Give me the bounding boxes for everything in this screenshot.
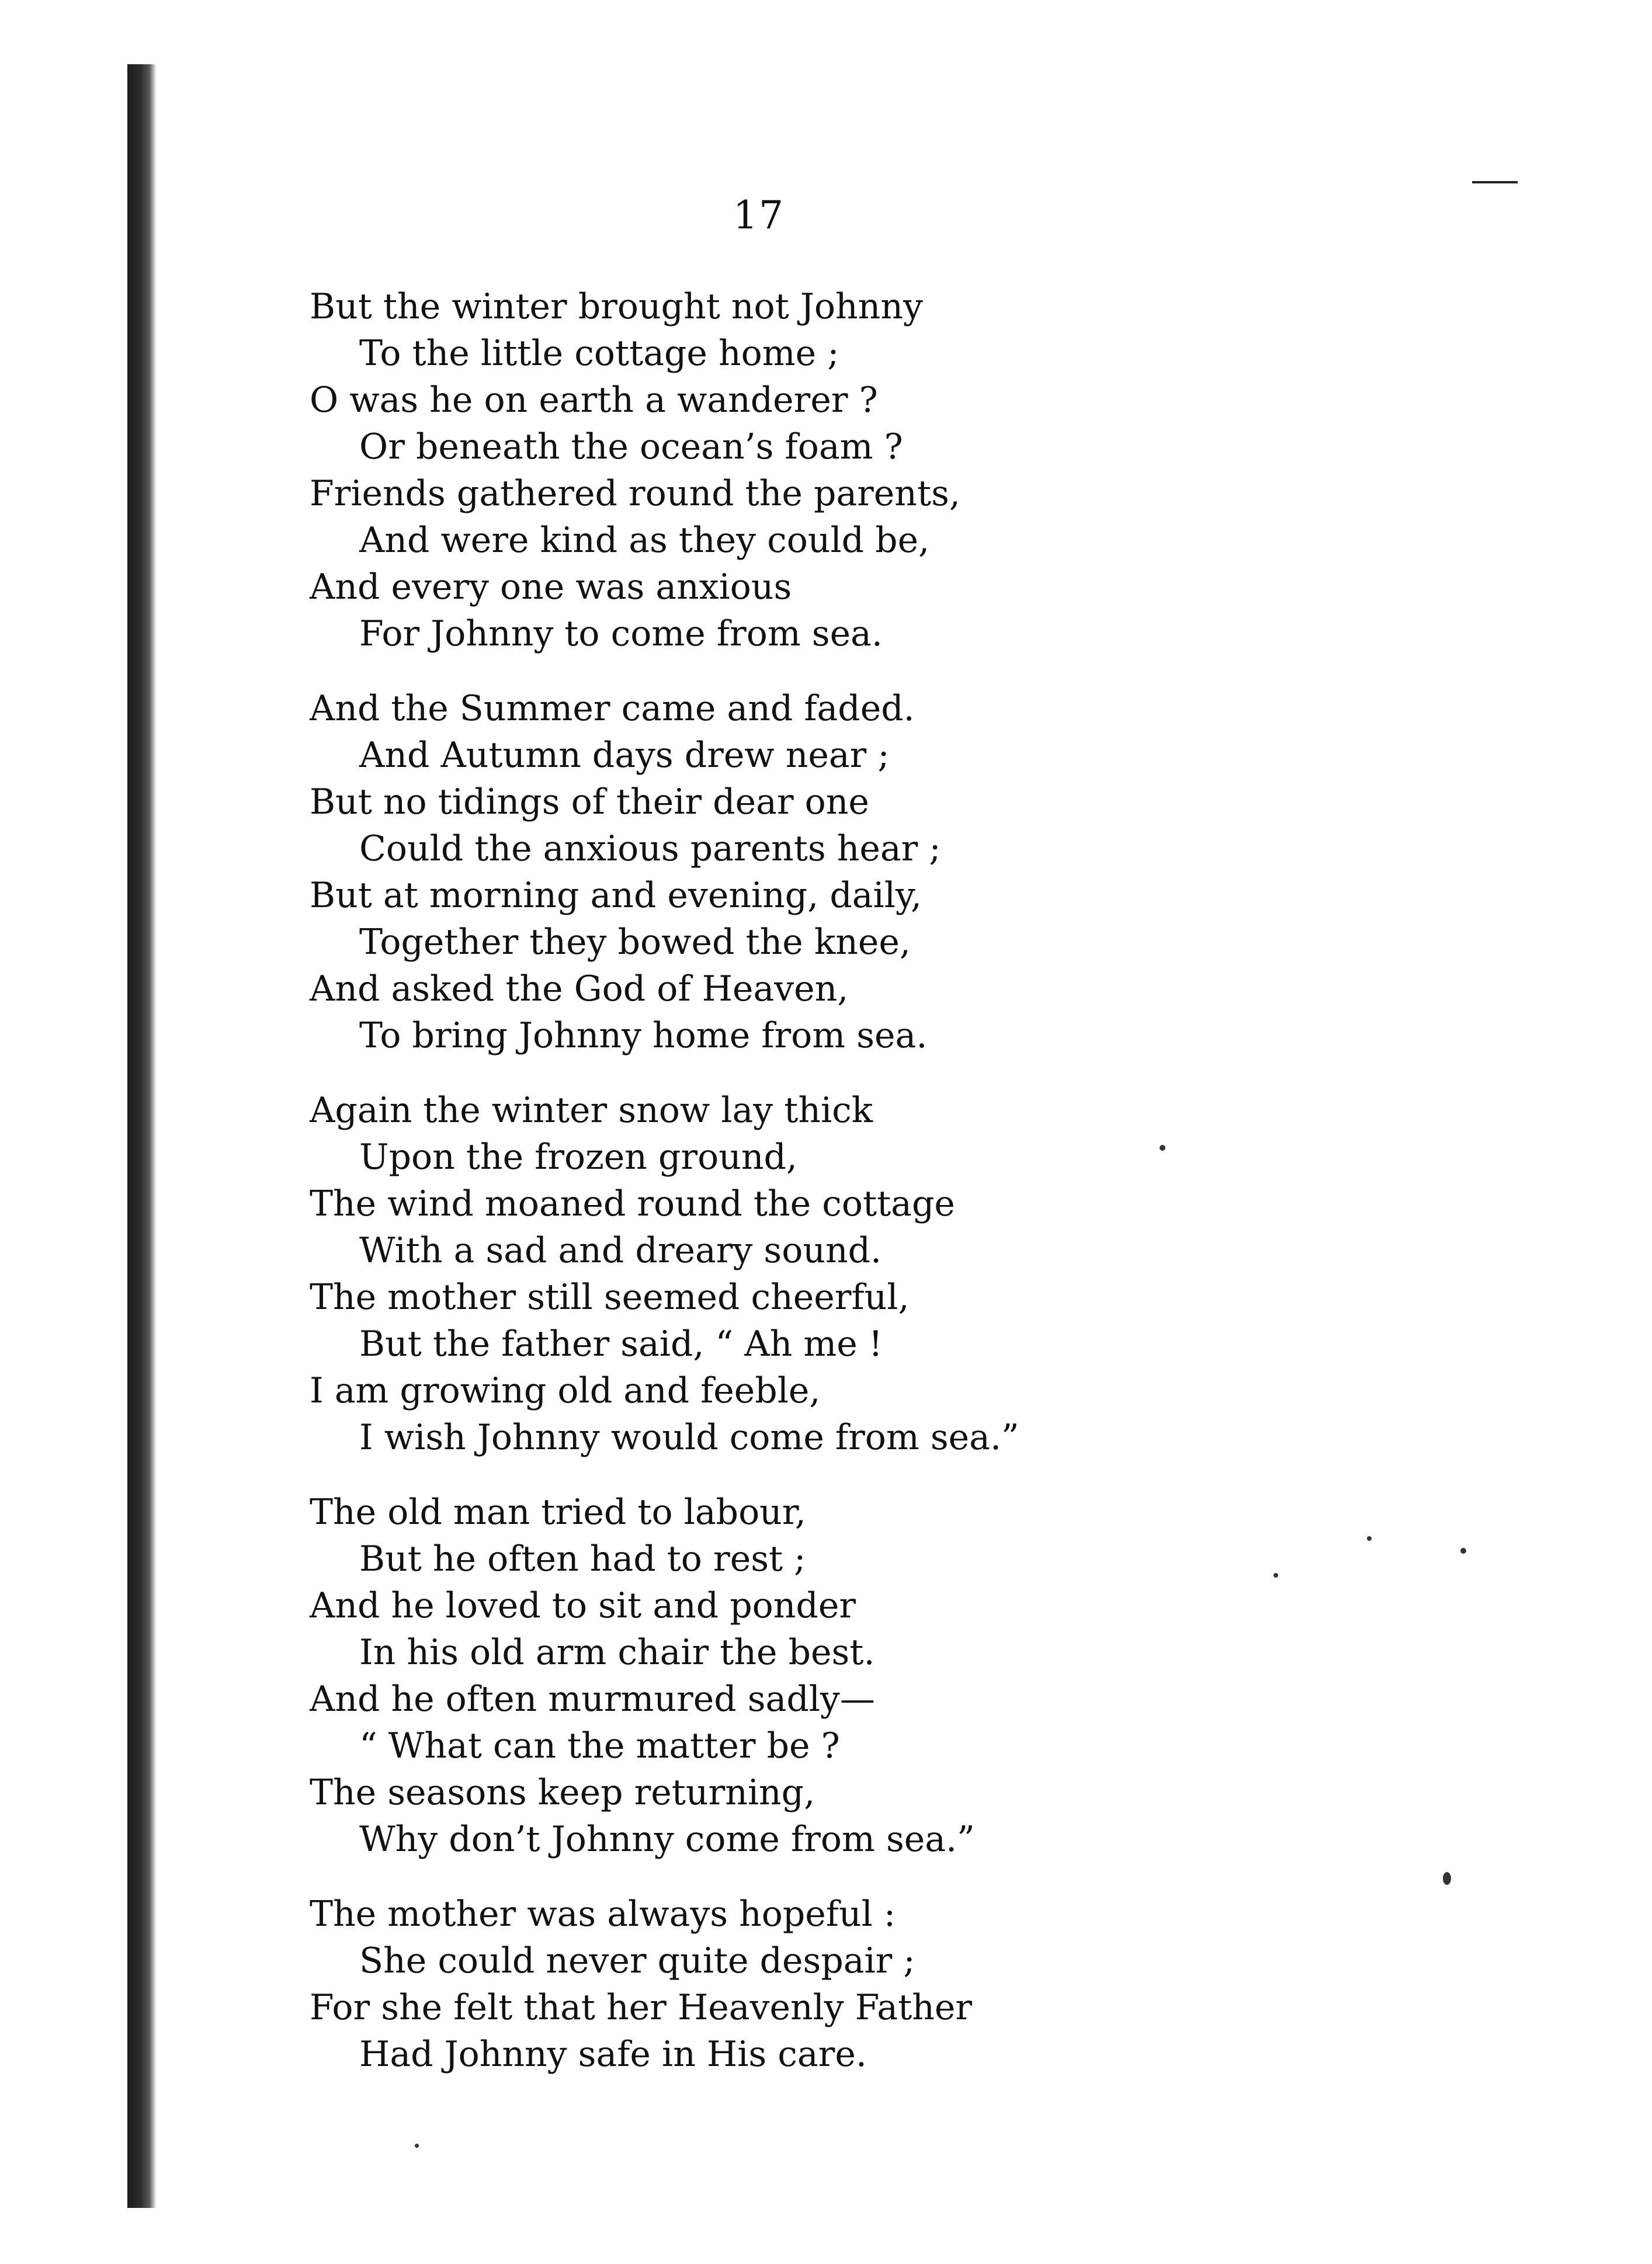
- poem-line: The mother was always hopeful :: [310, 1894, 896, 1935]
- poem-line: For Johnny to come from sea.: [359, 613, 883, 654]
- poem-line: The old man tried to labour,: [310, 1492, 806, 1533]
- poem-line: Could the anxious parents hear ;: [359, 828, 941, 869]
- poem-line: In his old arm chair the best.: [359, 1632, 875, 1673]
- poem-line: O was he on earth a wanderer ?: [310, 380, 878, 421]
- poem-line: But at morning and evening, daily,: [310, 875, 922, 916]
- poem-line: And he loved to sit and ponder: [310, 1585, 856, 1626]
- stanza: [310, 283, 1478, 657]
- poem-line: The seasons keep returning,: [310, 1772, 815, 1813]
- page-number: 17: [733, 193, 785, 238]
- poem-line: Why don’t Johnny come from sea.”: [359, 1819, 975, 1860]
- poem-line: Friends gathered round the parents,: [310, 473, 960, 514]
- poem-line: And asked the God of Heaven,: [310, 968, 849, 1009]
- stanza: [310, 685, 1478, 1059]
- poem-line: And he often murmured sadly—: [310, 1679, 875, 1720]
- poem-line: And the Summer came and faded.: [310, 688, 915, 729]
- poem-line: To the little cottage home ;: [359, 333, 839, 374]
- print-speck: [415, 2144, 419, 2148]
- stanza: [310, 1087, 1478, 1461]
- poem-line: But the winter brought not Johnny: [310, 286, 923, 327]
- poem-line: Upon the frozen ground,: [359, 1137, 797, 1178]
- stanza: [310, 1489, 1478, 1863]
- poem-line: The mother still seemed cheerful,: [310, 1277, 910, 1318]
- poem-line: And were kind as they could be,: [359, 520, 930, 561]
- margin-mark: [1472, 181, 1518, 183]
- poem-line: “ What can the matter be ?: [359, 1725, 840, 1766]
- poem-line: But the father said, “ Ah me !: [359, 1324, 883, 1364]
- binding-edge-shadow: [127, 64, 157, 2208]
- poem-line: Had Johnny safe in His care.: [359, 2034, 867, 2075]
- poem-line: And every one was anxious: [310, 567, 792, 607]
- poem-line: I am growing old and feeble,: [310, 1370, 821, 1411]
- poem-line: I wish Johnny would come from sea.”: [359, 1417, 1019, 1458]
- poem-line: But no tidings of their dear one: [310, 782, 869, 822]
- poem: [310, 283, 1478, 2106]
- poem-line: Or beneath the ocean’s foam ?: [359, 426, 903, 467]
- poem-line: To bring Johnny home from sea.: [359, 1015, 928, 1056]
- poem-line: And Autumn days drew near ;: [359, 735, 890, 776]
- stanza: [310, 1891, 1478, 2078]
- poem-line: Again the winter snow lay thick: [310, 1090, 873, 1131]
- poem-line: Together they bowed the knee,: [359, 922, 911, 963]
- poem-line: But he often had to rest ;: [359, 1539, 806, 1579]
- poem-line: With a sad and dreary sound.: [359, 1230, 882, 1271]
- poem-line: For she felt that her Heavenly Father: [310, 1987, 973, 2028]
- poem-line: The wind moaned round the cottage: [310, 1183, 955, 1224]
- poem-line: She could never quite despair ;: [359, 1940, 915, 1981]
